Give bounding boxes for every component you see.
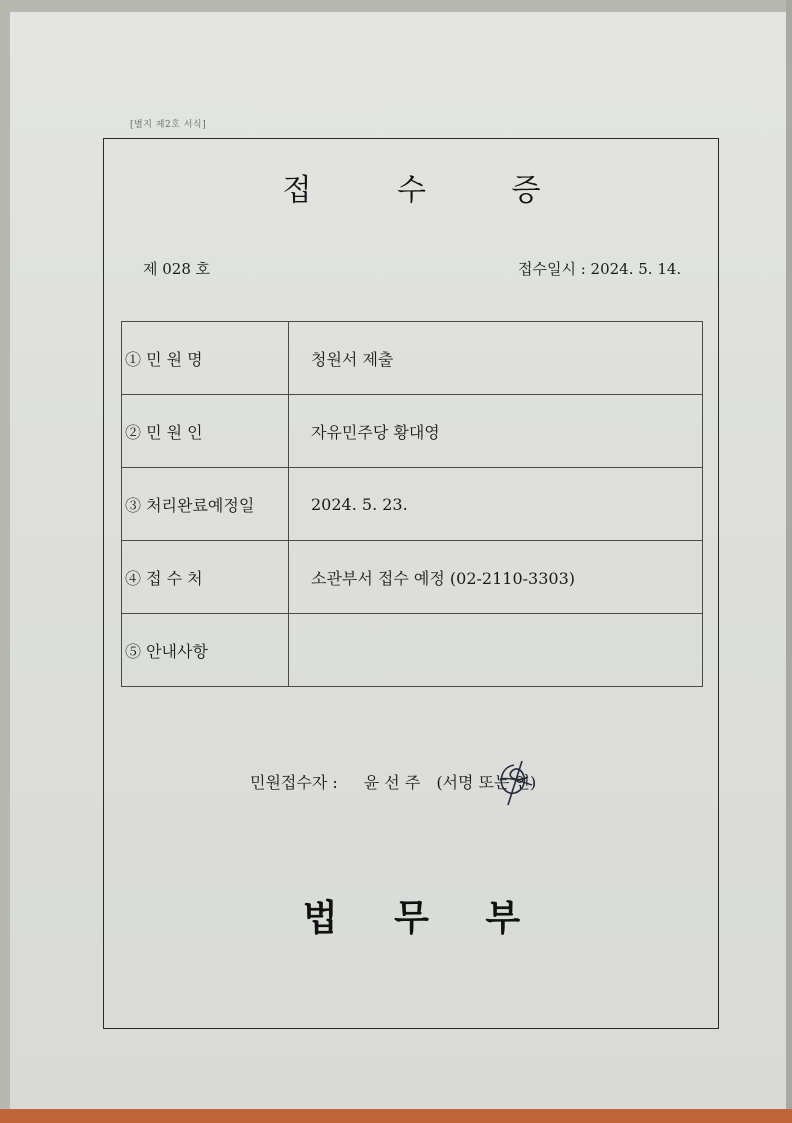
form-label: [별지 제2호 서식]	[130, 120, 207, 130]
receiver-label: 민원접수자 :	[250, 773, 338, 792]
row-value	[289, 614, 703, 687]
table-row	[122, 468, 703, 541]
row-label: ② 민 원 인	[122, 395, 289, 468]
ministry-name: 법 무 부	[302, 897, 543, 939]
table-row	[122, 395, 703, 468]
table-row	[122, 541, 703, 614]
table-row	[122, 614, 703, 687]
row-label: ④ 접 수 처	[122, 541, 289, 614]
row-value: 자유민주당 황대영	[289, 395, 703, 468]
info-table	[121, 321, 703, 687]
row-label: ① 민 원 명	[122, 322, 289, 395]
row-value: 청원서 제출	[289, 322, 703, 395]
sign-note: (서명 또는 인)	[436, 773, 537, 792]
background-edge	[786, 0, 792, 1123]
row-value: 2024. 5. 23.	[289, 468, 703, 541]
row-label: ③ 처리완료예정일	[122, 468, 289, 541]
row-value: 소관부서 접수 예정 (02-2110-3303)	[289, 541, 703, 614]
receipt-date: 접수일시 : 2024. 5. 14.	[518, 260, 682, 278]
table-row	[122, 322, 703, 395]
receipt-number: 제 028 호	[143, 260, 211, 278]
desk-surface	[0, 1109, 792, 1123]
receiver-name: 윤 선 주	[363, 773, 421, 792]
handwritten-signature	[492, 757, 538, 809]
row-label: ⑤ 안내사항	[122, 614, 289, 687]
document-title: 접 수 증	[282, 173, 579, 208]
